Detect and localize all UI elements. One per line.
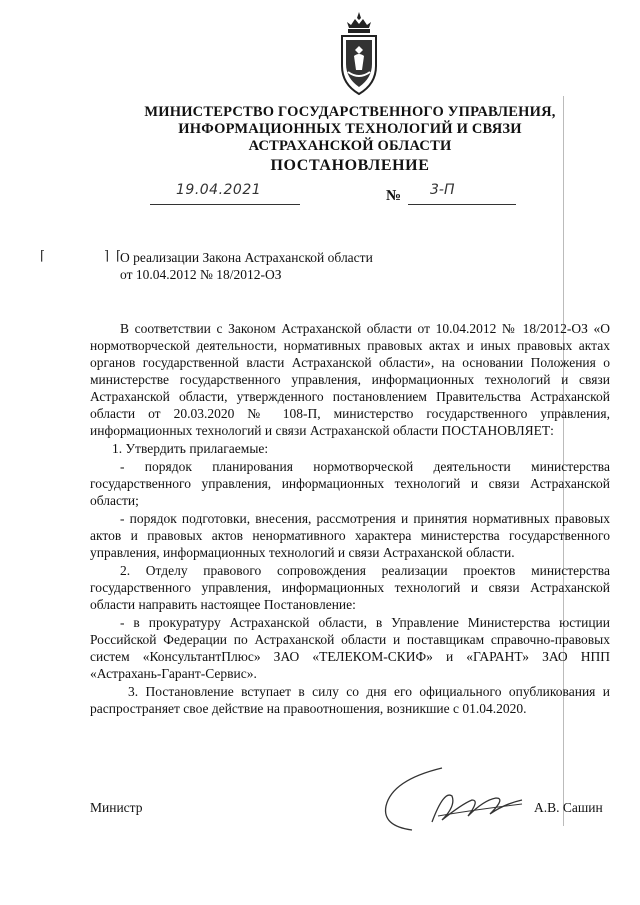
preamble-paragraph: В соответствии с Законом Астраханской области от 10.04.2012 № 18/2012-ОЗ «О нормотворческой деятельности, нормативных правовых актах и иных правовых актах органов государственной власти Астраханской области», на основании Положения о министерстве государственного управления, информационных технологий и связи Астраханской области, утвержденного постановлением Правительства Астраханской области от 20.03.2020 № 108-П, министерство государственного управления, информационных технологий и связи Астраханской области ПОСТАНОВЛЯЕТ: bbox=[90, 321, 610, 438]
document-header bbox=[60, 104, 640, 174]
document-type: ПОСТАНОВЛЕНИЕ bbox=[270, 157, 430, 174]
signer-title: Министр bbox=[90, 800, 143, 815]
list-item: 3. Постановление вступает в силу со дня его официального опубликования и распространяет свое действие на правоотношения, возникшие с 01.04.2020. bbox=[90, 684, 610, 716]
corner-mark-icon: ⌈ bbox=[40, 248, 46, 263]
document-subject bbox=[120, 249, 373, 283]
list-item: - порядок подготовки, внесения, рассмотрения и принятия нормативных правовых актов и правовых актов ненормативного характера министерства государственного управления, информационных технологий и связи Астраханской области. bbox=[90, 511, 610, 560]
coat-of-arms-emblem bbox=[334, 10, 384, 100]
handwritten-signature-icon bbox=[372, 760, 532, 840]
signer-name: А.В. Сашин bbox=[534, 800, 603, 815]
header-line: МИНИСТЕРСТВО ГОСУДАРСТВЕННОГО УПРАВЛЕНИЯ, bbox=[144, 104, 556, 120]
handwritten-number: 3-П bbox=[430, 182, 455, 198]
corner-mark-icon: ⌉ bbox=[104, 248, 110, 263]
handwritten-date: 19.04.2021 bbox=[176, 182, 262, 198]
header-line: ИНФОРМАЦИОННЫХ ТЕХНОЛОГИЙ И СВЯЗИ bbox=[178, 121, 522, 137]
document-body bbox=[90, 320, 610, 718]
list-item: 1. Утвердить прилагаемые: bbox=[112, 441, 269, 456]
number-label: № bbox=[386, 188, 402, 204]
list-item: - в прокуратуру Астраханской области, в Управление Министерства юстиции Российской Федерации по Астраханской области и поставщикам справочно-правовых систем «КонсультантПлюс» ЗАО «ТЕЛЕКОМ-СКИФ» и «ГАРАНТ» ЗАО НПП «Астрахань-Гарант-Сервис». bbox=[90, 615, 610, 681]
subject-line: О реализации Закона Астраханской области bbox=[120, 250, 373, 265]
list-item: - порядок планирования нормотворческой деятельности министерства государственного управления, информационных технологий и связи Астраханской области; bbox=[90, 459, 610, 508]
header-line: АСТРАХАНСКОЙ ОБЛАСТИ bbox=[248, 138, 452, 154]
corner-mark-icon: ⌈ bbox=[116, 248, 122, 263]
number-field bbox=[408, 182, 516, 205]
date-field bbox=[150, 182, 300, 205]
subject-line: от 10.04.2012 № 18/2012-ОЗ bbox=[120, 267, 282, 282]
list-item: 2. Отделу правового сопровождения реализации проектов министерства государственного управления, информационных технологий и связи Астраханской области направить настоящее Постановление: bbox=[90, 563, 610, 612]
